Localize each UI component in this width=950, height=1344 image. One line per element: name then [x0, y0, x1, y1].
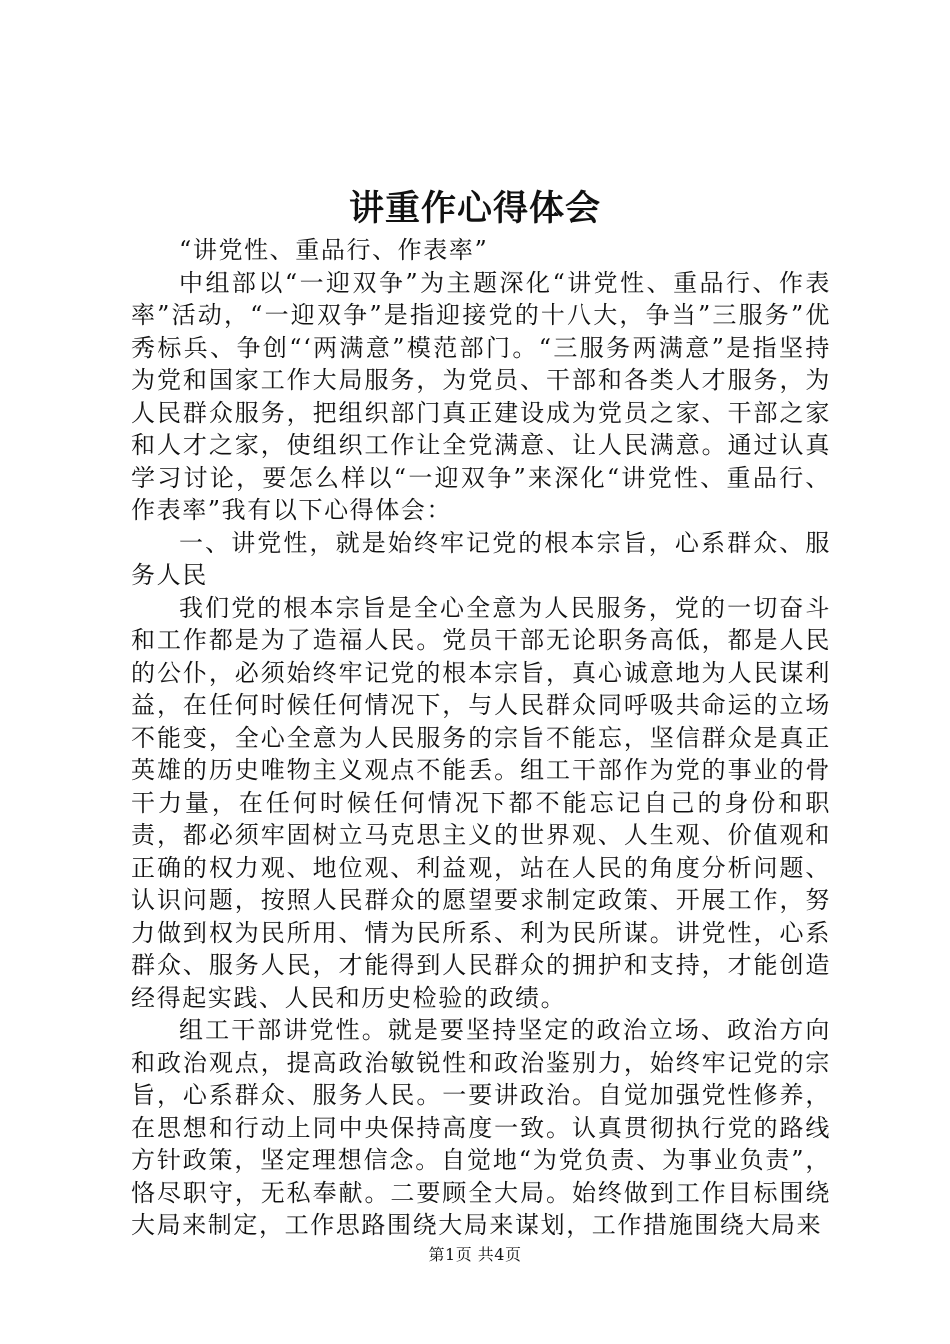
paragraph-body-2: 组工干部讲党性。就是要坚持坚定的政治立场、政治方向和政治观点，提高政治敏锐性和政治鉴别力，始终牢记党的宗旨，心系群众、服务人民。一要讲政治。自觉加强党性修养，在思想和行动上同中央保持高度一致。认真贯彻执行党的路线方针政策，坚定理想信念。自觉地“为党负责、为事业负责”，恪尽职守，无私奉献。二要顾全大局。始终做到工作目标围绕大局来制定，工作思路围绕大局来谋划，工作措施围绕大局来 [131, 1016, 831, 1239]
paragraph-subtitle: “讲党性、重品行、作表率” [179, 236, 489, 264]
section-heading-1: 一、讲党性，就是始终牢记党的根本宗旨，心系群众、服务人民 [131, 528, 831, 589]
paragraph-body-1: 我们党的根本宗旨是全心全意为人民服务，党的一切奋斗和工作都是为了造福人民。党员干部无论职务高低，都是人民的公仆，必须始终牢记党的根本宗旨，真心诚意地为人民谋利益，在任何时候任何情况下，与人民群众同呼吸共命运的立场不能变，全心全意为人民服务的宗旨不能忘，坚信群众是真正英雄的历史唯物主义观点不能丢。组工干部作为党的事业的骨干力量，在任何时候任何情况下都不能忘记自己的身份和职责，都必须牢固树立马克思主义的世界观、人生观、价值观和正确的权力观、地位观、利益观，站在人民的角度分析问题、认识问题，按照人民群众的愿望要求制定政策、开展工作，努力做到权为民所用、情为民所系、利为民所谋。讲党性，心系群众、服务人民，才能得到人民群众的拥护和支持，才能创造经得起实践、人民和历史检验的政绩。 [131, 593, 831, 1012]
paragraph-intro: 中组部以“一迎双争”为主题深化“讲党性、重品行、作表率”活动，“一迎双争”是指迎接党的十八大，争当”三服务”优秀标兵、争创“‘两满意”模范部门。“三服务两满意”是指坚持为党和国家工作大局服务，为党员、干部和各类人才服务，为人民群众服务，把组织部门真正建设成为党员之家、干部之家和人才之家，使组织工作让全党满意、让人民满意。通过认真学习讨论，要怎么样以“一迎双争”来深化“讲党性、重品行、作表率”我有以下心得体会： [131, 268, 831, 524]
document-body [131, 234, 831, 1242]
page-footer: 第1页 共4页 [428, 1245, 522, 1264]
document-title: 讲重作心得体会 [348, 188, 601, 229]
